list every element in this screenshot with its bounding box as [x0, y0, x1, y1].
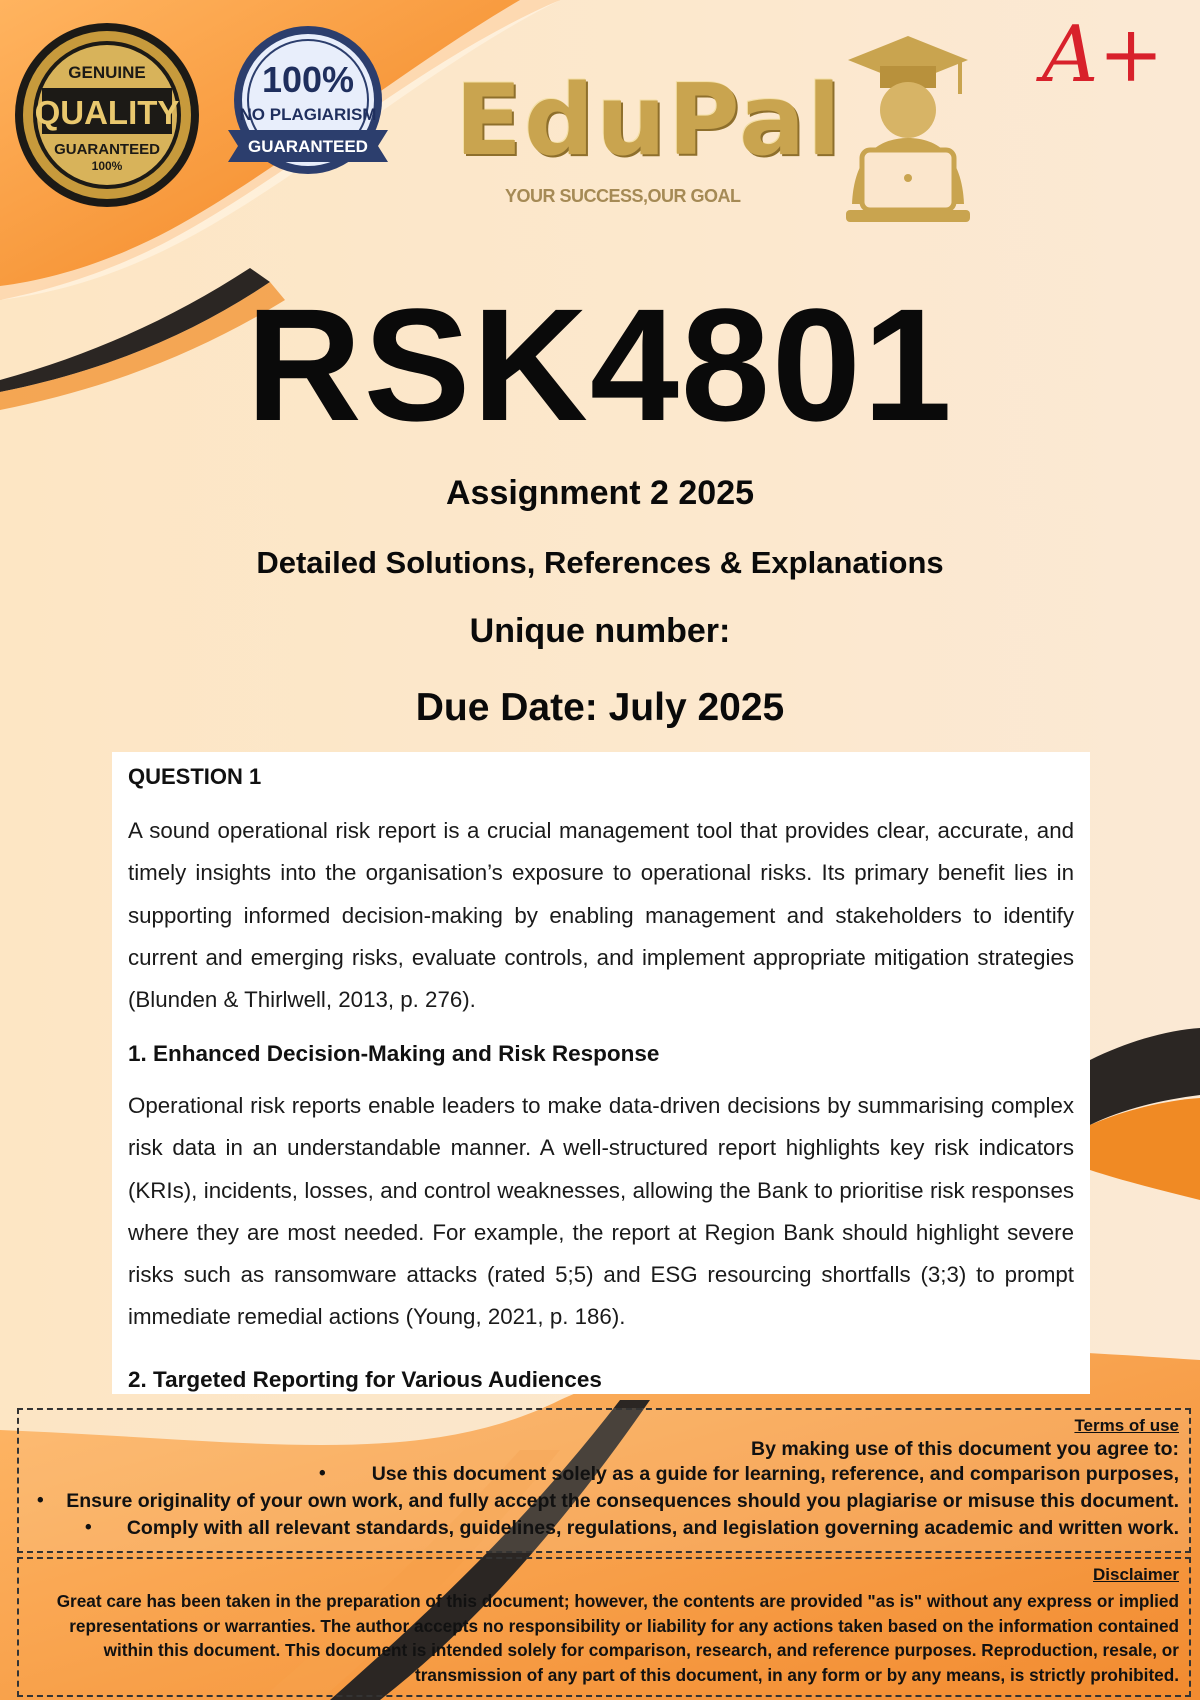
terms-bullet-2: •	[37, 1490, 44, 1511]
quality-badge-pct: 100%	[91, 159, 123, 173]
terms-item-3: Comply with all relevant standards, guidelines, regulations, and legislation governing academic and written work.	[126, 1517, 1179, 1539]
disclaimer-body: Great care has been taken in the preparation of this document; however, the contents are provided "as is" without any express or implied representations or warranties. The author accepts no responsibility or liability for any actions taken based on the information contained within this document. This document is intended solely for comparison, research, and reference purposes. Reproduction, resale, or transmission of any part of this document, in any form or by any means, is strictly prohibited.	[56, 1591, 1179, 1685]
plagiarism-ribbon: GUARANTEED	[248, 137, 368, 156]
terms-title: Terms of use	[1074, 1416, 1179, 1435]
terms-lead: By making use of this document you agree to:	[751, 1438, 1179, 1460]
question-heading: QUESTION 1	[128, 764, 262, 789]
intro-paragraph: A sound operational risk report is a crucial management tool that provides clear, accurate, and timely insights into the organisation’s exposure to operational risks. Its primary benefit lies in supporting informed decision-making by enabling management and stakeholders to identify current and emerging risks, evaluate controls, and implement appropriate mitigation strategies (Blunden & Thirlwell, 2013, p. 276).	[128, 818, 1074, 1013]
plagiarism-text: NO PLAGIARISM	[239, 105, 377, 124]
solutions-subtitle: Detailed Solutions, References & Explanations	[256, 545, 944, 580]
assignment-title: Assignment 2 2025	[445, 474, 755, 512]
section-2-title: 2. Targeted Reporting for Various Audiences	[128, 1367, 602, 1392]
brand-tagline: YOUR SUCCESS,OUR GOAL	[505, 186, 741, 206]
unique-number: Unique number:	[469, 612, 731, 650]
disclaimer-box	[17, 1557, 1191, 1697]
quality-badge-main: QUALITY	[34, 94, 180, 131]
terms-item-2: Ensure originality of your own work, and fully accept the consequences should you plagiarise or misuse this document.	[66, 1490, 1179, 1512]
quality-badge-top: GENUINE	[68, 63, 146, 82]
no-plagiarism-badge	[208, 22, 408, 192]
brand-logo: EduPal	[455, 64, 843, 178]
due-date: Due Date: July 2025	[415, 686, 785, 729]
terms-bullet-1: •	[319, 1463, 326, 1484]
plagiarism-pct: 100%	[261, 59, 355, 100]
disclaimer-title: Disclaimer	[1093, 1565, 1179, 1584]
section-1-paragraph: Operational risk reports enable leaders to make data-driven decisions by summarising complex risk data in an understandable manner. A well-structured report highlights key risk indicators (KRIs), incidents, losses, and control weaknesses, allowing the Bank to prioritise risk responses where they are most needed. For example, the report at Region Bank should highlight severe risks such as ransomware attacks (rated 5;5) and ESG resourcing shortfalls (3;3) to prompt immediate remedial actions (Young, 2021, p. 186).	[128, 1093, 1074, 1330]
grade-a-plus: A+	[1042, 10, 1164, 100]
terms-of-use-box	[17, 1408, 1191, 1553]
section-1-title: 1. Enhanced Decision-Making and Risk Response	[128, 1041, 660, 1066]
course-code: RSK4801	[246, 275, 954, 454]
terms-bullet-3: •	[85, 1517, 92, 1538]
document-content	[112, 752, 1090, 1394]
graduate-laptop-icon	[838, 28, 978, 233]
quality-badge	[12, 20, 202, 210]
quality-badge-bottom: GUARANTEED	[54, 141, 160, 158]
terms-item-1: Use this document solely as a guide for learning, reference, and comparison purposes,	[371, 1463, 1179, 1485]
